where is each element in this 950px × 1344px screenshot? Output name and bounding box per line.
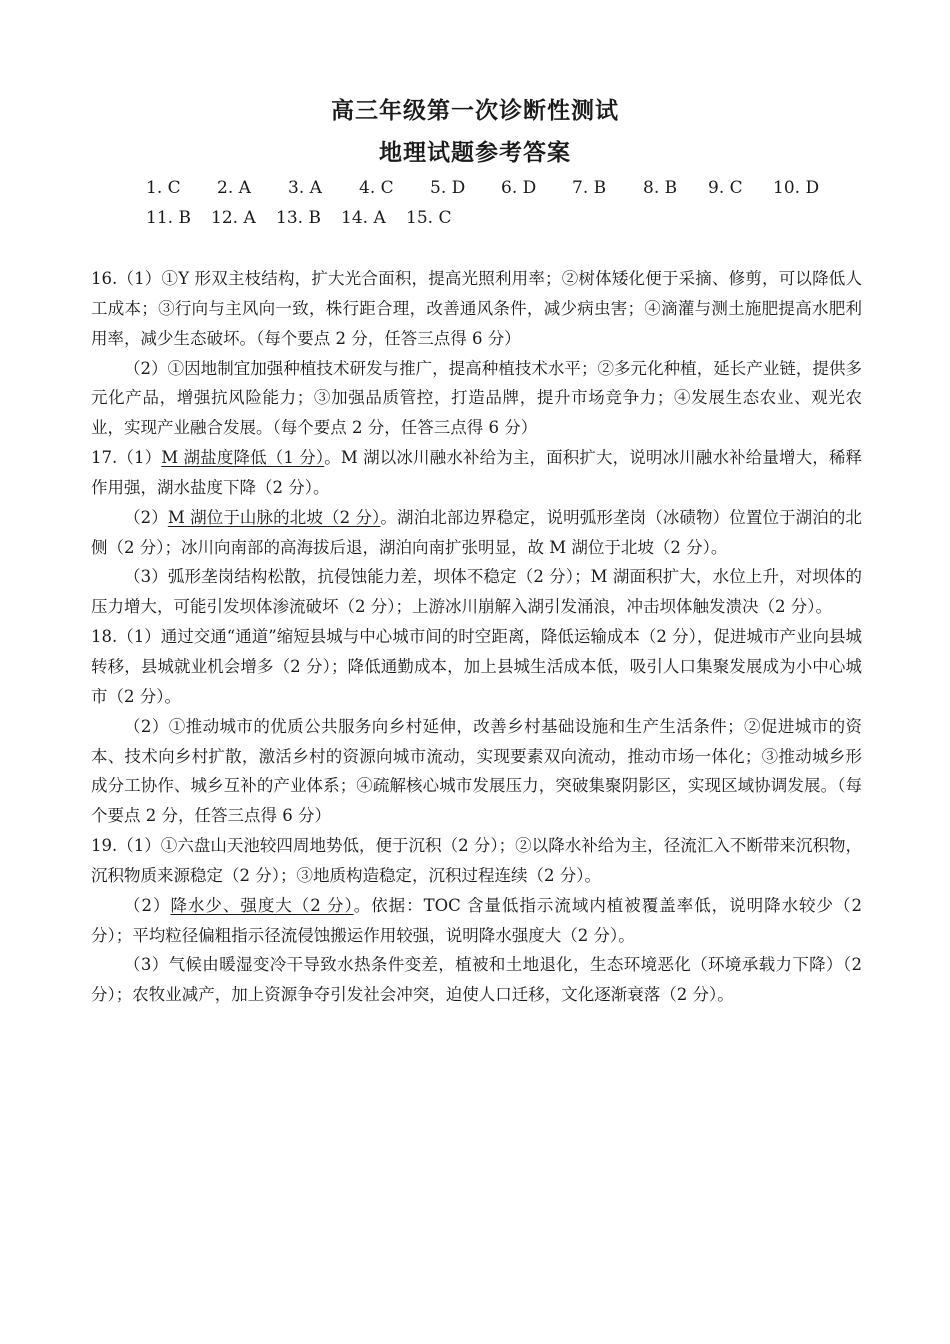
choice-answer-14: 14. A [341,208,386,228]
q18-part1: 18.（1）通过交通“通道”缩短县城与中心城市间的时空距离，降低运输成本（2 分），促进城市产业向县城转移，县城就业机会增多（2 分）；降低通勤成本，加上县城生活成本低，吸引人口集聚发展成为小中心城市（2 分）。 [91,627,862,706]
choice-answer-9: 9. C [708,178,743,198]
q19-part3: （3）气候由暖湿变冷干导致水热条件变差，植被和土地退化，生态环境恶化（环境承载力下降）（2 分）；农牧业减产，加上资源争夺引发社会冲突，迫使人口迁移，文化逐渐衰落（2 分）。 [91,955,862,1005]
q17-part1-explanation: 。M 湖以冰川融水补给为主，面积扩大，说明冰川融水补给量增大，稀释作用强，湖水盐度下降（2 分）。 [91,448,863,497]
q18-part2: （2）①推动城市的优质公共服务向乡村延伸，改善乡村基础设施和生产生活条件；②促进城市的资本、技术向乡村扩散，激活乡村的资源向城市流动，实现要素双向流动，推动市场一体化；③推动城乡形成分工协作、城乡互补的产业体系；④疏解核心城市发展压力，突破集聚阴影区，实现区域协调发展。（每个要点 2 分，任答三点得 6 分） [91,716,862,826]
choice-answer-13: 13. B [276,208,321,228]
q17-part1-prefix: 17.（1） [91,448,162,468]
q16-part2: （2）①因地制宜加强种植技术研发与推广，提高种植技术水平；②多元化种植，延长产业链，提供多元化产品，增强抗风险能力；③加强品质管控，打造品牌，提升市场竞争力；④发展生态农业、观光农业，实现产业融合发展。（每个要点 2 分，任答三点得 6 分） [91,358,862,438]
choice-answer-8: 8. B [643,178,678,198]
choice-answer-3: 3. A [288,178,322,198]
choice-answers-row-1 [146,178,838,198]
q17-part2 [91,503,862,563]
choice-answer-7: 7. B [572,178,607,198]
choice-answer-1: 1. C [146,178,181,198]
choice-answer-2: 2. A [217,178,251,198]
q17-part2-key-answer: M 湖位于山脉的北坡（2 分） [167,507,381,527]
q17-part3: （3）弧形垄岗结构松散，抗侵蚀能力差，坝体不稳定（2 分）；M 湖面积扩大，水位上升，对坝体的压力增大，可能引发坝体渗流破坏（2 分）；上游冰川崩解入湖引发涌浪，冲击坝体触发溃决（2 分）。 [91,567,862,617]
answer-body [91,264,862,1010]
choice-answer-15: 15. C [406,208,452,228]
q17-part2-explanation: 。湖泊北部边界稳定，说明弧形垄岗（冰碛物）位置位于湖泊的北侧（2 分）；冰川向南部的高海拔后退，湖泊向南扩张明显，故 M 湖位于北坡（2 分）。 [91,507,863,557]
q19-part2-key-answer: 降水少、强度大（2 分） [170,895,354,915]
q19-part1: 19.（1）①六盘山天池较四周地势低，便于沉积（2 分）；②以降水补给为主，径流汇入不断带来沉积物，沉积物质来源稳定（2 分）；③地质构造稳定，沉积过程连续（2 分）。 [91,836,862,885]
q16-part1: 16.（1）①Y 形双主枝结构，扩大光合面积，提高光照利用率；②树体矮化便于采摘、修剪，可以降低人工成本；③行向与主风向一致，株行距合理，改善通风条件，减少病虫害；④滴灌与测土施肥提高水肥利用率，减少生态破坏。（每个要点 2 分，任答三点得 6 分） [91,269,862,348]
page-subtitle: 地理试题参考答案 [379,140,571,166]
choice-answers-row-2 [146,208,471,228]
page-title: 高三年级第一次诊断性测试 [331,98,619,124]
choice-answer-4: 4. C [359,178,394,198]
q19-part2-explanation: 。依据：TOC 含量低指示流域内植被覆盖率低，说明降水较少（2 分）；平均粒径偏粗指示径流侵蚀搬运作用较强，说明降水强度大（2 分）。 [91,895,862,945]
choice-answer-5: 5. D [430,178,466,198]
choice-answer-6: 6. D [501,178,537,198]
q17-part2-prefix: （2） [124,507,168,527]
q19-part2-prefix: （2） [124,895,171,915]
q17-part1-key-answer: M 湖盐度降低（1 分） [161,448,325,468]
choice-answer-11: 11. B [146,208,191,228]
q19-part2 [91,891,862,951]
choice-answer-10: 10. D [773,178,820,198]
q17-part1 [91,443,862,503]
choice-answer-12: 12. A [211,208,256,228]
